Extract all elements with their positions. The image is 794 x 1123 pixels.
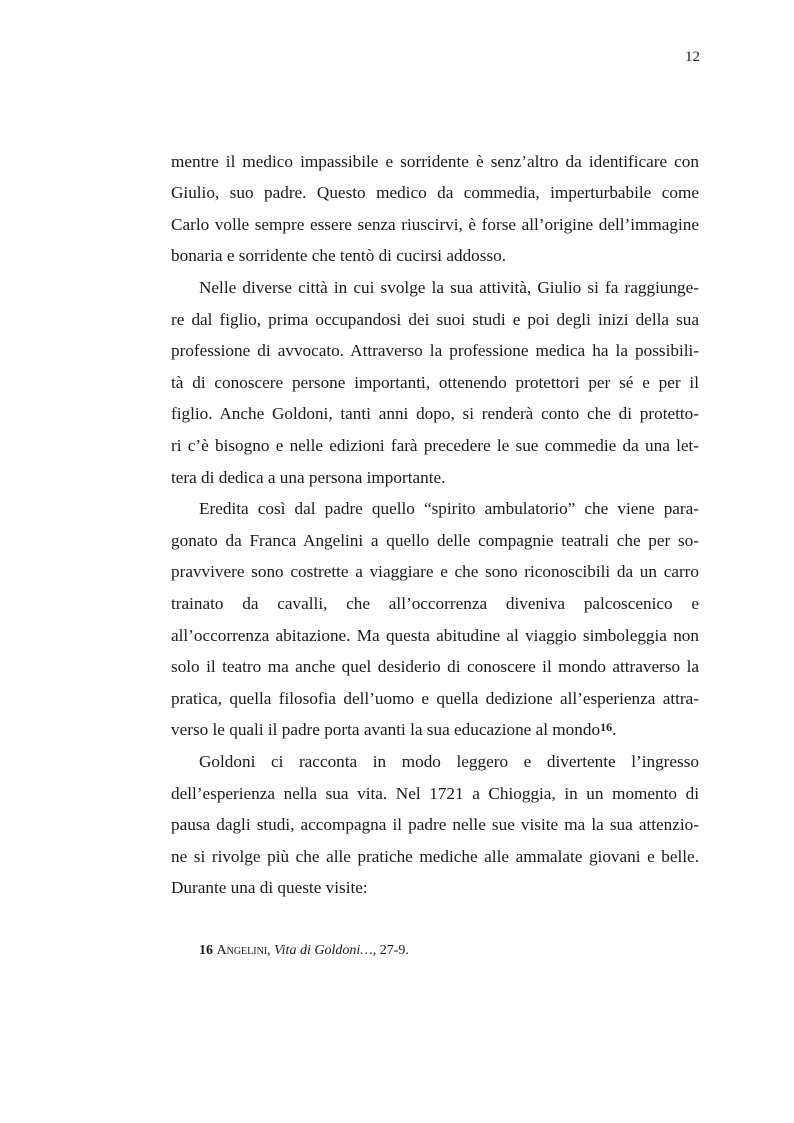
- text-line: Carlo volle sempre essere senza riuscirvi, è forse all’origine dell’immagine: [171, 215, 699, 234]
- text-line: tà di conoscere persone importanti, ottenendo protettori per sé e per il: [171, 373, 699, 392]
- footnote-pages: , 27-9.: [372, 943, 409, 958]
- text-line: pravvivere sono costrette a viaggiare e che sono riconoscibili da un carro: [171, 562, 699, 581]
- text-line: re dal figlio, prima occupandosi dei suoi studi e poi degli inizi della sua: [171, 310, 699, 329]
- text-line: mentre il medico impassibile e sorridente è senz’altro da identificare con: [171, 152, 699, 171]
- sentence-end: .: [612, 720, 617, 739]
- footnote-author: Angelini: [216, 943, 268, 958]
- text-line: Giulio, suo padre. Questo medico da commedia, imperturbabile come: [171, 183, 699, 202]
- text-line: bonaria e sorridente che tentò di cucirsi addosso.: [171, 246, 507, 265]
- text-line-with-footnote: [171, 719, 699, 742]
- text-line: Goldoni ci racconta in modo leggero e divertente l’ingresso: [199, 752, 699, 771]
- text-line: gonato da Franca Angelini a quello delle compagnie teatrali che per so-: [171, 531, 699, 550]
- text-line: pausa dagli studi, accompagna il padre nelle sue visite ma la sua attenzio-: [171, 815, 699, 834]
- text-line: Nelle diverse città in cui svolge la sua attività, Giulio si fa raggiunge-: [199, 278, 699, 297]
- footnote: [199, 941, 409, 961]
- footnote-number: 16: [199, 943, 213, 958]
- text-line: Eredita così dal padre quello “spirito ambulatorio” che viene para-: [199, 499, 699, 518]
- text-line: dell’esperienza nella sua vita. Nel 1721 a Chioggia, in un momento di: [171, 784, 699, 803]
- text-line: figlio. Anche Goldoni, tanti anni dopo, si renderà conto che di protetto-: [171, 404, 699, 423]
- footnote-title: Vita di Goldoni…: [274, 943, 373, 958]
- text-line: tera di dedica a una persona importante.: [171, 468, 446, 487]
- text-line: professione di avvocato. Attraverso la professione medica ha la possibili-: [171, 341, 699, 360]
- text-line: verso le quali il padre porta avanti la sua educazione al mondo: [171, 720, 601, 739]
- footnote-separator: ,: [267, 943, 275, 958]
- text-line: Durante una di queste visite:: [171, 878, 368, 897]
- text-line: trainato da cavalli, che all’occorrenza diveniva palcoscenico e: [171, 594, 699, 613]
- text-line: pratica, quella filosofia dell’uomo e quella dedizione all’esperienza attra-: [171, 689, 699, 708]
- text-line: solo il teatro ma anche quel desiderio di conoscere il mondo attraverso la: [171, 657, 699, 676]
- text-line: ri c’è bisogno e nelle edizioni farà precedere le sue commedie da una let-: [171, 436, 699, 455]
- page-number: 12: [685, 49, 700, 65]
- text-line: ne si rivolge più che alle pratiche mediche alle ammalate giovani e belle.: [171, 847, 699, 866]
- text-line: all’occorrenza abitazione. Ma questa abitudine al viaggio simboleggia non: [171, 626, 699, 645]
- footnote-reference: 16: [600, 720, 613, 734]
